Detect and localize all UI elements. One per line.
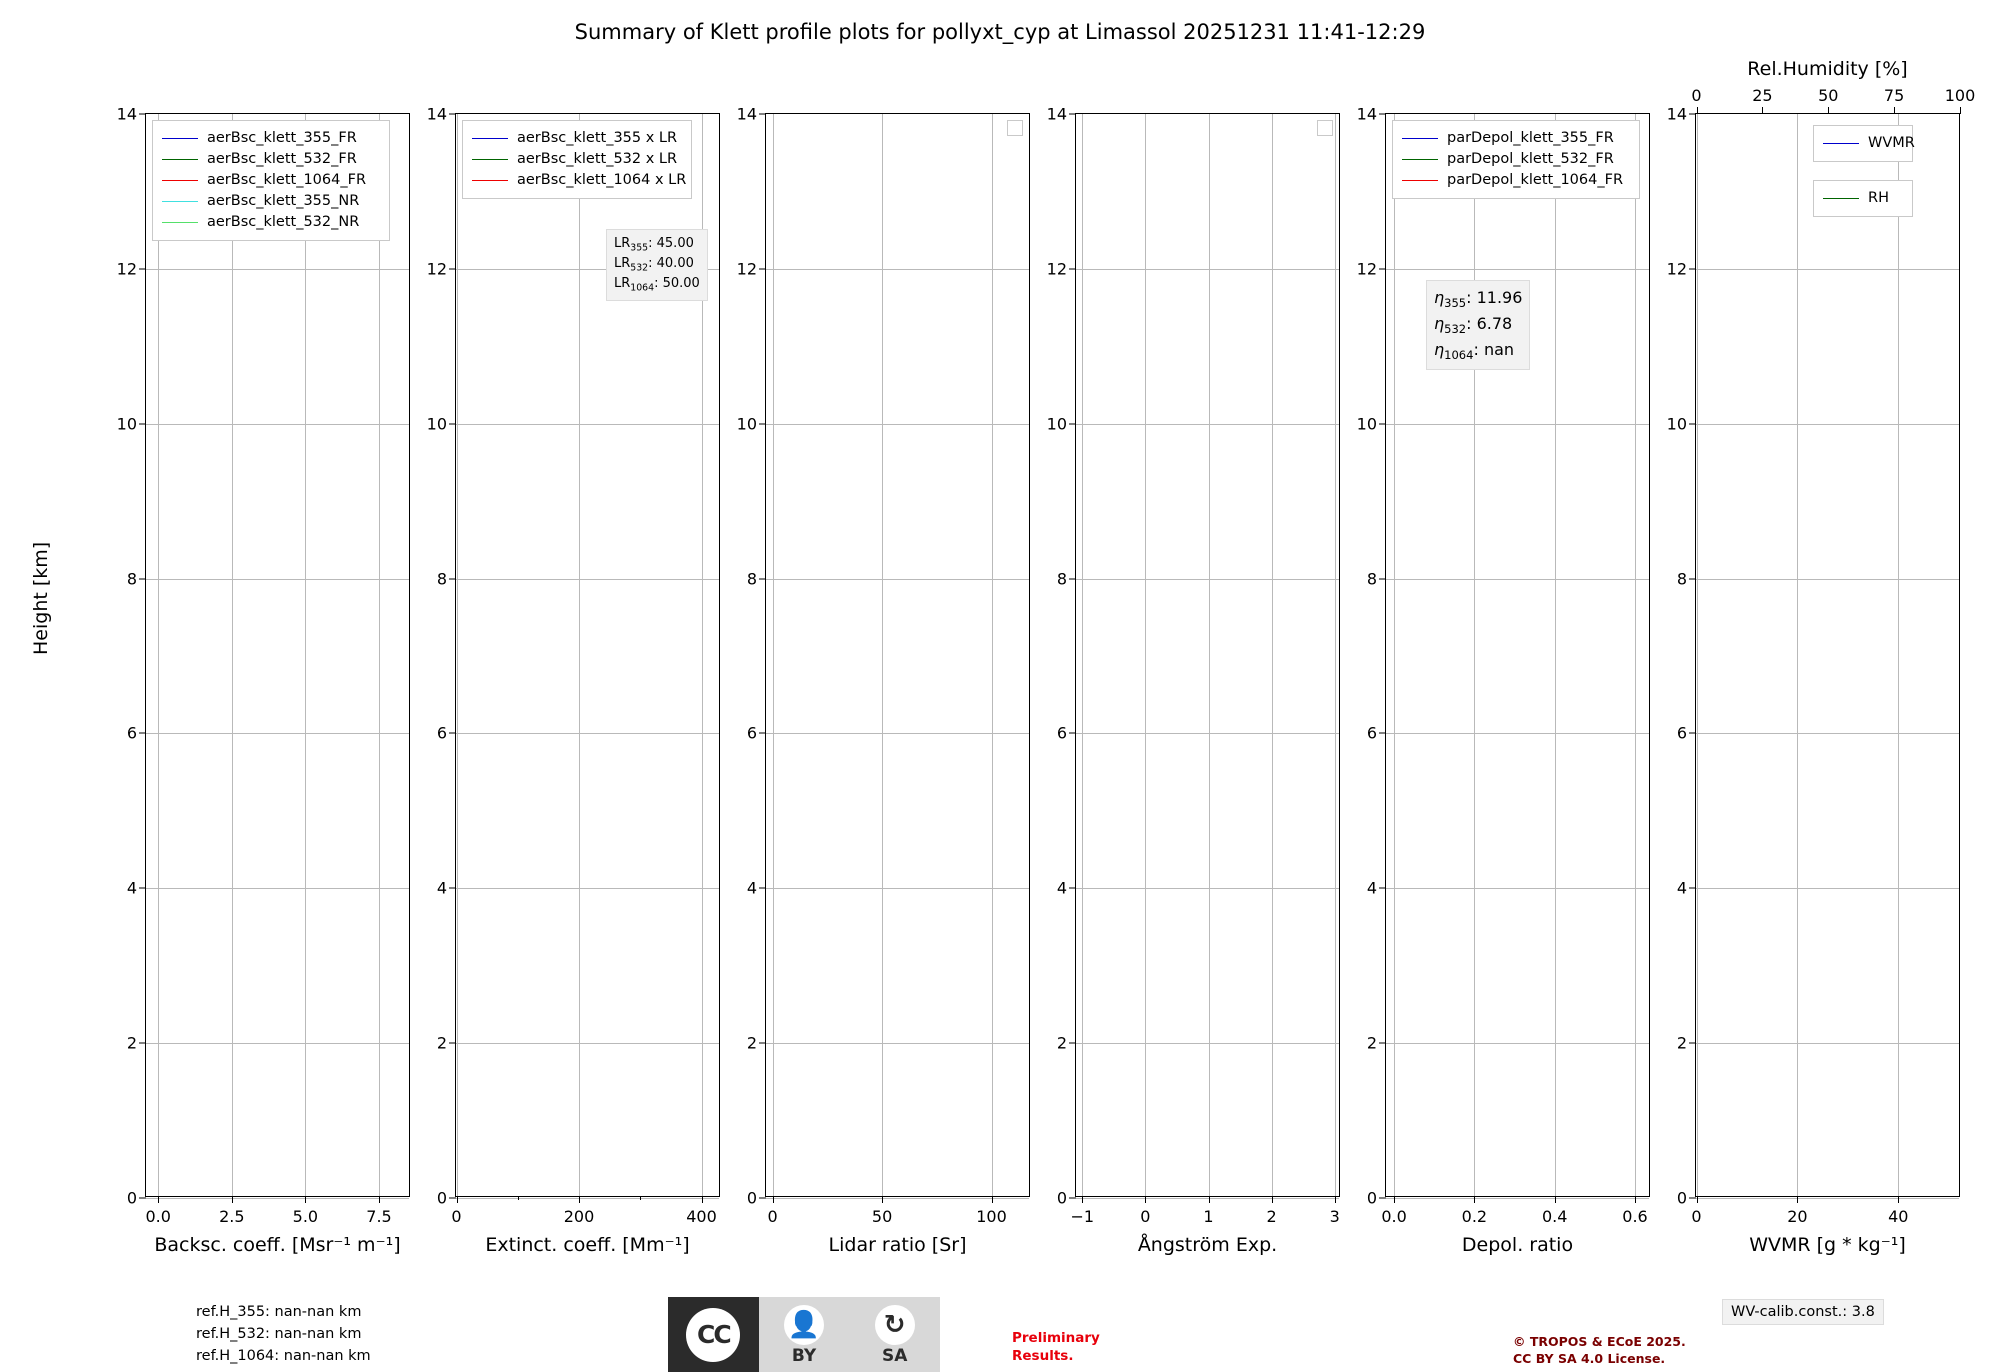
x-axis-title-depol: Depol. ratio bbox=[1461, 1234, 1574, 1256]
y-tick-0: 0 bbox=[1366, 1188, 1377, 1208]
lr-1064-row: $LR_{1064}$: 50.00 bbox=[614, 275, 700, 294]
legend-item bbox=[1402, 128, 1630, 149]
panel-backscatter bbox=[116, 104, 410, 1256]
y-tick-6: 6 bbox=[746, 723, 757, 743]
x-tick-angstroem-0: −1 bbox=[1070, 1207, 1095, 1226]
legend-label: aerBsc_klett_355 x LR bbox=[517, 130, 678, 146]
eta-532-base: η bbox=[1434, 313, 1445, 333]
eta-355-sub: 355 bbox=[1444, 296, 1467, 311]
copyright-note bbox=[1513, 1334, 1686, 1368]
panel-lidar-ratio bbox=[736, 104, 1030, 1256]
x-axis-title-rh: Rel.Humidity [%] bbox=[1747, 58, 1908, 80]
cc-sa-label: SA bbox=[881, 1345, 908, 1366]
y-tick-2: 2 bbox=[126, 1033, 137, 1053]
legend-wvmr bbox=[1813, 125, 1913, 162]
x-tick-backsc-0: 0.0 bbox=[145, 1207, 171, 1226]
cc-by-label: BY bbox=[791, 1345, 817, 1366]
y-tick-6: 6 bbox=[436, 723, 447, 743]
x-tick-angstroem-1: 0 bbox=[1140, 1207, 1151, 1226]
x-tick-top-rh-3: 75 bbox=[1883, 86, 1905, 105]
legend-item bbox=[162, 149, 380, 170]
creative-commons-badge bbox=[668, 1297, 940, 1372]
legend-line-icon bbox=[472, 138, 508, 139]
legend-line-icon bbox=[162, 201, 198, 202]
y-tick-12: 12 bbox=[1666, 259, 1687, 279]
y-tick-12: 12 bbox=[426, 259, 447, 279]
eta-532-value: 6.78 bbox=[1476, 313, 1513, 333]
y-tick-2: 2 bbox=[1366, 1033, 1377, 1053]
y-tick-2: 2 bbox=[1676, 1033, 1687, 1053]
legend-item bbox=[1402, 170, 1630, 191]
legend-line-icon bbox=[162, 180, 198, 181]
legend-item bbox=[1823, 133, 1915, 154]
legend-extinction bbox=[462, 120, 692, 199]
x-tick-lidarratio-1: 50 bbox=[871, 1207, 893, 1226]
y-tick-10: 10 bbox=[426, 414, 447, 434]
lr-1064-base: LR bbox=[614, 275, 631, 291]
y-tick-6: 6 bbox=[1366, 723, 1377, 743]
y-tick-12: 12 bbox=[1356, 259, 1377, 279]
y-tick-10: 10 bbox=[736, 414, 757, 434]
lr-532-sub: 532 bbox=[630, 262, 649, 274]
x-tick-wvmr-2: 40 bbox=[1888, 1207, 1909, 1226]
x-tick-extinct-2: 400 bbox=[686, 1207, 717, 1226]
y-tick-14: 14 bbox=[1356, 104, 1377, 124]
share-alike-icon: ↻ bbox=[875, 1305, 915, 1345]
y-axis-title: Height [km] bbox=[30, 541, 52, 655]
eta-1064-base: η bbox=[1434, 339, 1445, 359]
eta-1064-value: nan bbox=[1483, 339, 1515, 359]
x-tick-depol-0: 0.0 bbox=[1381, 1207, 1407, 1226]
y-tick-4: 4 bbox=[126, 878, 137, 898]
legend-line-icon bbox=[162, 138, 198, 139]
y-tick-8: 8 bbox=[1056, 569, 1067, 589]
ref-height-1064: ref.H_1064: nan-nan km bbox=[196, 1347, 371, 1364]
panel-angstroem-exponent bbox=[1046, 104, 1340, 1256]
y-tick-0: 0 bbox=[436, 1188, 447, 1208]
cc-mark-cell bbox=[668, 1297, 759, 1372]
lr-355-value: 45.00 bbox=[656, 236, 694, 251]
y-tick-14: 14 bbox=[736, 104, 757, 124]
lr-1064-sub: 1064 bbox=[630, 282, 655, 294]
panel-wvmr-rh bbox=[1666, 58, 1976, 1256]
x-tick-backsc-3: 7.5 bbox=[366, 1207, 392, 1226]
legend-label: aerBsc_klett_532 x LR bbox=[517, 151, 678, 168]
legend-rh bbox=[1813, 180, 1913, 217]
y-tick-8: 8 bbox=[746, 569, 757, 589]
legend-label: aerBsc_klett_1064_FR bbox=[207, 172, 367, 189]
legend-item bbox=[162, 191, 380, 212]
legend-label: parDepol_klett_1064_FR bbox=[1447, 172, 1624, 189]
wv-calibration-constant: WV-calib.const.: 3.8 bbox=[1722, 1299, 1884, 1325]
eta-355-value: 11.96 bbox=[1476, 288, 1523, 307]
x-axis-title-lidar-ratio: Lidar ratio [Sr] bbox=[828, 1234, 967, 1256]
y-tick-14: 14 bbox=[1666, 104, 1687, 124]
legend-backscatter bbox=[152, 120, 390, 241]
panel-depolarization-ratio bbox=[1356, 104, 1650, 1256]
legend-line-icon bbox=[1823, 143, 1859, 144]
x-tick-angstroem-2: 1 bbox=[1203, 1207, 1214, 1226]
cc-by-cell bbox=[759, 1297, 850, 1372]
legend-label: aerBsc_klett_532_NR bbox=[207, 214, 360, 231]
y-tick-12: 12 bbox=[1046, 259, 1067, 279]
y-tick-0: 0 bbox=[126, 1188, 137, 1208]
lr-1064-value: 50.00 bbox=[662, 275, 700, 291]
x-tick-depol-1: 0.2 bbox=[1461, 1207, 1488, 1226]
person-icon: 👤 bbox=[784, 1305, 824, 1345]
legend-item bbox=[162, 170, 380, 191]
credit-line-2: CC BY SA 4.0 License. bbox=[1513, 1350, 1666, 1366]
legend-label: aerBsc_klett_355_NR bbox=[207, 193, 360, 210]
x-tick-top-rh-0: 0 bbox=[1691, 86, 1702, 105]
y-tick-8: 8 bbox=[436, 569, 447, 589]
preliminary-line-2: Results. bbox=[1012, 1347, 1074, 1364]
legend-line-icon bbox=[1402, 138, 1438, 139]
page-title: Summary of Klett profile plots for pollyxt_cyp at Limassol 20251231 11:41-12:29 bbox=[574, 20, 1426, 44]
legend-label: RH bbox=[1868, 190, 1889, 206]
y-tick-14: 14 bbox=[116, 104, 137, 124]
eta-355-base: η bbox=[1434, 288, 1445, 307]
x-tick-backsc-1: 2.5 bbox=[219, 1207, 245, 1226]
legend-label: aerBsc_klett_532_FR bbox=[207, 151, 357, 168]
eta-532-sub: 532 bbox=[1444, 322, 1467, 337]
legend-item bbox=[162, 128, 380, 149]
x-tick-top-rh-1: 25 bbox=[1752, 86, 1773, 105]
y-tick-8: 8 bbox=[1676, 569, 1687, 589]
y-tick-4: 4 bbox=[1676, 878, 1687, 898]
panel-extinction bbox=[426, 104, 720, 1256]
legend-item bbox=[472, 170, 687, 191]
x-tick-lidarratio-2: 100 bbox=[976, 1207, 1007, 1226]
cc-logo-icon: CC bbox=[686, 1308, 740, 1362]
legend-item bbox=[472, 128, 682, 149]
y-tick-8: 8 bbox=[1366, 569, 1377, 589]
y-tick-2: 2 bbox=[436, 1033, 447, 1053]
preliminary-line-1: Preliminary bbox=[1012, 1330, 1100, 1346]
y-tick-6: 6 bbox=[1056, 723, 1067, 743]
y-tick-2: 2 bbox=[1056, 1033, 1067, 1053]
lr-532-base: LR bbox=[614, 255, 631, 271]
x-tick-lidarratio-0: 0 bbox=[767, 1207, 778, 1226]
legend-label: aerBsc_klett_1064 x LR bbox=[517, 172, 687, 189]
y-tick-0: 0 bbox=[746, 1188, 757, 1208]
eta-532-row: $\eta_{532}$: 6.78 bbox=[1434, 313, 1513, 337]
legend-line-icon bbox=[1402, 180, 1438, 181]
lidar-ratio-info-box bbox=[606, 229, 708, 301]
y-tick-4: 4 bbox=[746, 878, 757, 898]
legend-placeholder-lidar-ratio bbox=[1007, 120, 1023, 136]
eta-1064-row: $\eta_{1064}$: nan bbox=[1434, 339, 1515, 362]
legend-line-icon bbox=[162, 222, 198, 223]
lr-355-sub: 355 bbox=[630, 242, 649, 254]
y-tick-12: 12 bbox=[116, 259, 137, 279]
x-tick-wvmr-0: 0 bbox=[1691, 1207, 1702, 1226]
legend-line-icon bbox=[1823, 198, 1859, 199]
cc-sa-cell bbox=[849, 1297, 940, 1372]
x-tick-top-rh-4: 100 bbox=[1944, 86, 1976, 105]
eta-1064-sub: 1064 bbox=[1444, 347, 1474, 362]
legend-label: aerBsc_klett_355_FR bbox=[207, 130, 357, 146]
y-tick-10: 10 bbox=[1356, 414, 1377, 434]
y-tick-2: 2 bbox=[746, 1033, 757, 1053]
legend-line-icon bbox=[1402, 159, 1438, 160]
x-axis-title-extinction: Extinct. coeff. [Mm⁻¹] bbox=[485, 1234, 690, 1256]
y-tick-0: 0 bbox=[1676, 1188, 1687, 1208]
x-axis-title-backscatter: Backsc. coeff. [Msr⁻¹ m⁻¹] bbox=[154, 1234, 401, 1256]
x-tick-extinct-1: 200 bbox=[563, 1207, 595, 1226]
y-tick-4: 4 bbox=[1056, 878, 1067, 898]
credit-line-1: © TROPOS & ECoE 2025. bbox=[1513, 1334, 1686, 1349]
y-tick-14: 14 bbox=[1046, 104, 1067, 124]
y-tick-4: 4 bbox=[1366, 878, 1377, 898]
y-tick-8: 8 bbox=[126, 569, 137, 589]
eta-info-box bbox=[1426, 280, 1530, 370]
lr-532-row: $LR_{532}$: 40.00 bbox=[614, 255, 694, 274]
legend-item bbox=[472, 149, 682, 170]
legend-line-icon bbox=[472, 159, 508, 160]
legend-depolarization bbox=[1392, 120, 1640, 199]
x-tick-depol-3: 0.6 bbox=[1622, 1207, 1648, 1226]
lr-532-value: 40.00 bbox=[656, 255, 694, 271]
x-axis-title-wvmr: WVMR [g * kg⁻¹] bbox=[1749, 1234, 1906, 1256]
x-tick-wvmr-1: 20 bbox=[1787, 1207, 1808, 1226]
legend-label: parDepol_klett_355_FR bbox=[1447, 130, 1614, 146]
legend-label: WVMR bbox=[1868, 135, 1915, 151]
x-tick-extinct-0: 0 bbox=[451, 1207, 462, 1226]
legend-line-icon bbox=[472, 180, 508, 181]
lr-355-row: $LR_{355}$: 45.00 bbox=[614, 236, 694, 254]
y-tick-10: 10 bbox=[1666, 414, 1687, 434]
y-tick-14: 14 bbox=[426, 104, 447, 124]
x-tick-depol-2: 0.4 bbox=[1541, 1207, 1568, 1226]
eta-355-row: $\eta_{355}$: 11.96 bbox=[1434, 288, 1523, 311]
x-tick-angstroem-3: 2 bbox=[1266, 1207, 1277, 1226]
x-axis-title-angstroem: Ångström Exp. bbox=[1137, 1234, 1278, 1256]
reference-height-box bbox=[196, 1302, 371, 1367]
ref-height-355: ref.H_355: nan-nan km bbox=[196, 1304, 362, 1320]
y-tick-6: 6 bbox=[126, 723, 137, 743]
x-tick-backsc-2: 5.0 bbox=[292, 1207, 319, 1226]
lr-355-base: LR bbox=[614, 236, 631, 251]
y-tick-4: 4 bbox=[436, 878, 447, 898]
y-tick-12: 12 bbox=[736, 259, 757, 279]
legend-line-icon bbox=[162, 159, 198, 160]
ref-height-532: ref.H_532: nan-nan km bbox=[196, 1325, 362, 1342]
legend-placeholder-angstroem bbox=[1317, 120, 1333, 136]
y-tick-10: 10 bbox=[1046, 414, 1067, 434]
y-tick-6: 6 bbox=[1676, 723, 1687, 743]
x-tick-top-rh-2: 50 bbox=[1818, 86, 1839, 105]
x-tick-angstroem-4: 3 bbox=[1329, 1207, 1340, 1226]
legend-item bbox=[1402, 149, 1630, 170]
legend-item bbox=[162, 212, 380, 233]
legend-label: parDepol_klett_532_FR bbox=[1447, 151, 1614, 168]
y-tick-0: 0 bbox=[1056, 1188, 1067, 1208]
legend-item bbox=[1823, 188, 1903, 209]
y-tick-10: 10 bbox=[116, 414, 137, 434]
